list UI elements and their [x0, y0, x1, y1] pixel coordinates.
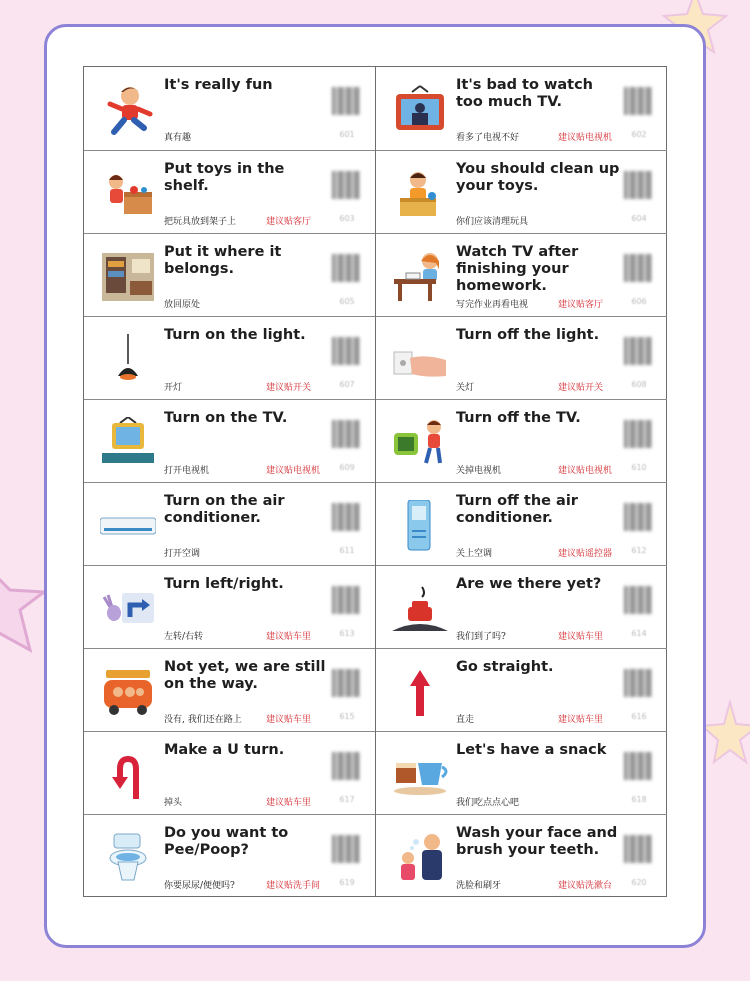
- chinese-phrase: 我们吃点点心吧: [456, 798, 520, 808]
- flashcard: [84, 482, 375, 565]
- card-number: 611: [339, 546, 355, 555]
- english-phrase: Make a U turn.: [164, 742, 285, 758]
- flashcard: [376, 814, 667, 897]
- qr-code-icon: [332, 835, 360, 863]
- chinese-phrase: 写完作业再看电视: [456, 300, 529, 310]
- placement-hint: 建议贴车里: [558, 715, 604, 725]
- qr-code-icon: [624, 835, 652, 863]
- english-phrase: Turn on the air conditioner.: [164, 493, 285, 526]
- chinese-phrase: 洗脸和刷牙: [456, 881, 502, 891]
- flashcard: [84, 67, 375, 150]
- card-number: 606: [631, 297, 647, 306]
- card-number: 602: [631, 130, 647, 139]
- english-phrase: Turn off the air conditioner.: [456, 493, 578, 526]
- card-number: 612: [631, 546, 647, 555]
- chinese-phrase: 把玩具放到架子上: [164, 217, 237, 227]
- chinese-phrase: 关灯: [456, 383, 475, 393]
- washing-family-icon: [392, 832, 448, 884]
- standing-air-conditioner-icon: [392, 500, 448, 552]
- chinese-phrase: 没有, 我们还在路上: [164, 715, 242, 725]
- flashcard: [84, 399, 375, 482]
- qr-code-icon: [332, 503, 360, 531]
- placement-hint: 建议贴电视机: [558, 133, 613, 143]
- qr-code-icon: [624, 669, 652, 697]
- qr-code-icon: [332, 254, 360, 282]
- placement-hint: 建议贴电视机: [266, 466, 321, 476]
- qr-code-icon: [332, 171, 360, 199]
- english-phrase: Are we there yet?: [456, 576, 602, 592]
- flashcard: [376, 67, 667, 150]
- boy-with-toybox-icon: [392, 168, 448, 220]
- qr-code-icon: [624, 752, 652, 780]
- flashcard: [376, 565, 667, 648]
- chinese-phrase: 开灯: [164, 383, 183, 393]
- toy-box-girl-icon: [100, 168, 156, 220]
- flashcard: [84, 648, 375, 731]
- card-number: 613: [339, 629, 355, 638]
- chinese-phrase: 我们到了吗?: [456, 632, 506, 642]
- placement-hint: 建议贴开关: [558, 383, 604, 393]
- placement-hint: 建议贴车里: [266, 715, 312, 725]
- english-phrase: Turn on the TV.: [164, 410, 288, 426]
- qr-code-icon: [624, 503, 652, 531]
- card-number: 615: [339, 712, 355, 721]
- qr-code-icon: [332, 337, 360, 365]
- english-phrase: Do you want to Pee/Poop?: [164, 825, 289, 858]
- flashcard: [376, 731, 667, 814]
- english-phrase: Put it where it belongs.: [164, 244, 282, 277]
- running-boy-icon: [100, 84, 156, 136]
- card-number: 601: [339, 130, 355, 139]
- star-decoration-icon: [700, 700, 750, 780]
- qr-code-icon: [624, 254, 652, 282]
- flashcard: [84, 233, 375, 316]
- english-phrase: Turn off the light.: [456, 327, 600, 343]
- placement-hint: 建议贴车里: [558, 632, 604, 642]
- girl-and-tv-icon: [392, 417, 448, 469]
- english-phrase: Not yet, we are still on the way.: [164, 659, 326, 692]
- card-number: 620: [631, 878, 647, 887]
- english-phrase: Turn off the TV.: [456, 410, 581, 426]
- girl-at-desk-icon: [392, 251, 448, 303]
- qr-code-icon: [332, 586, 360, 614]
- rabbit-turn-arrow-icon: [100, 583, 156, 635]
- flashcard: [376, 316, 667, 399]
- card-number: 608: [631, 380, 647, 389]
- chinese-phrase: 打开空调: [164, 549, 201, 559]
- chinese-phrase: 左转/右转: [164, 632, 204, 642]
- english-phrase: It's really fun: [164, 77, 273, 93]
- chinese-phrase: 真有趣: [164, 133, 192, 143]
- qr-code-icon: [624, 337, 652, 365]
- english-phrase: Let's have a snack: [456, 742, 607, 758]
- flashcard: [376, 482, 667, 565]
- wall-air-conditioner-icon: [100, 500, 156, 552]
- qr-code-icon: [624, 87, 652, 115]
- qr-code-icon: [332, 87, 360, 115]
- english-phrase: Watch TV after finishing your homework.: [456, 244, 579, 294]
- card-number: 609: [339, 463, 355, 472]
- chinese-phrase: 放回原处: [164, 300, 201, 310]
- english-phrase: Wash your face and brush your teeth.: [456, 825, 618, 858]
- qr-code-icon: [332, 752, 360, 780]
- family-car-icon: [100, 666, 156, 718]
- card-number: 614: [631, 629, 647, 638]
- english-phrase: You should clean up your toys.: [456, 161, 620, 194]
- flashcard: [84, 316, 375, 399]
- card-number: 618: [631, 795, 647, 804]
- flashcard: [84, 565, 375, 648]
- light-switch-icon: [392, 334, 448, 386]
- placement-hint: 建议贴车里: [266, 632, 312, 642]
- card-number: 605: [339, 297, 355, 306]
- english-phrase: Put toys in the shelf.: [164, 161, 285, 194]
- card-number: 604: [631, 214, 647, 223]
- qr-code-icon: [332, 669, 360, 697]
- flashcard: [376, 233, 667, 316]
- english-phrase: Turn left/right.: [164, 576, 284, 592]
- card-number: 616: [631, 712, 647, 721]
- chinese-phrase: 掉头: [164, 798, 183, 808]
- pendant-lamp-icon: [100, 334, 156, 386]
- snack-teacup-icon: [392, 749, 448, 801]
- english-phrase: It's bad to watch too much TV.: [456, 77, 594, 110]
- english-phrase: Go straight.: [456, 659, 554, 675]
- qr-code-icon: [332, 420, 360, 448]
- placement-hint: 建议贴开关: [266, 383, 312, 393]
- flashcard: [84, 814, 375, 897]
- chinese-phrase: 直走: [456, 715, 475, 725]
- qr-code-icon: [624, 171, 652, 199]
- chinese-phrase: 你们应该清理玩具: [456, 217, 529, 227]
- chinese-phrase: 关掉电视机: [456, 466, 502, 476]
- tv-on-stand-icon: [100, 417, 156, 469]
- chinese-phrase: 你要尿尿/便便吗?: [164, 881, 235, 891]
- card-number: 607: [339, 380, 355, 389]
- placement-hint: 建议贴洗漱台: [558, 881, 613, 891]
- placement-hint: 建议贴电视机: [558, 466, 613, 476]
- card-number: 619: [339, 878, 355, 887]
- english-phrase: Turn on the light.: [164, 327, 306, 343]
- car-on-road-icon: [392, 583, 448, 635]
- card-number: 610: [631, 463, 647, 472]
- television-icon: [392, 84, 448, 136]
- room-shelf-icon: [100, 251, 156, 303]
- flashcard: [376, 399, 667, 482]
- placement-hint: 建议贴客厅: [558, 300, 604, 310]
- card-number: 617: [339, 795, 355, 804]
- qr-code-icon: [624, 586, 652, 614]
- chinese-phrase: 关上空调: [456, 549, 493, 559]
- qr-code-icon: [624, 420, 652, 448]
- placement-hint: 建议贴客厅: [266, 217, 312, 227]
- flashcard: [84, 150, 375, 233]
- toilet-icon: [100, 832, 156, 884]
- placement-hint: 建议贴车里: [266, 798, 312, 808]
- placement-hint: 建议贴洗手间: [266, 881, 321, 891]
- card-number: 603: [339, 214, 355, 223]
- chinese-phrase: 看多了电视不好: [456, 133, 520, 143]
- flashcard: [84, 731, 375, 814]
- u-turn-arrow-icon: [100, 749, 156, 801]
- chinese-phrase: 打开电视机: [164, 466, 210, 476]
- flashcard: [376, 150, 667, 233]
- flashcard-sheet: [83, 66, 667, 897]
- up-arrow-icon: [392, 666, 448, 718]
- placement-hint: 建议贴遥控器: [558, 549, 613, 559]
- flashcard: [376, 648, 667, 731]
